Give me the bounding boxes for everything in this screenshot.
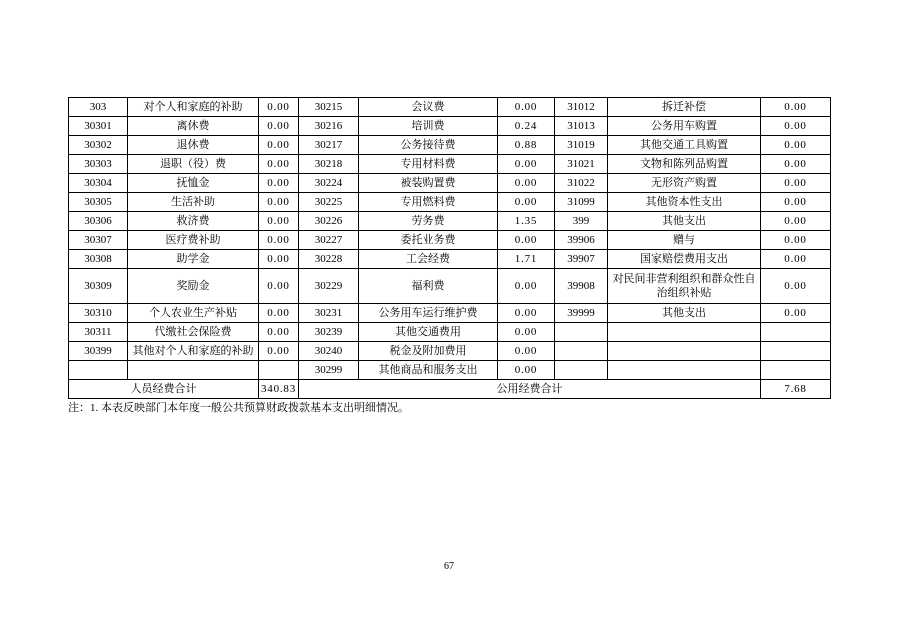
personnel-amount-cell: 0.00: [259, 269, 299, 304]
personnel-name-cell: 对个人和家庭的补助: [128, 98, 259, 117]
personnel-code-cell: 30311: [69, 323, 128, 342]
other-code-cell: 39906: [555, 231, 608, 250]
public-total-value: 7.68: [761, 380, 831, 399]
public-name-cell: 会议费: [359, 98, 498, 117]
other-name-cell: [608, 361, 761, 380]
public-name-cell: 其他商品和服务支出: [359, 361, 498, 380]
public-name-cell: 福利费: [359, 269, 498, 304]
personnel-amount-cell: 0.00: [259, 231, 299, 250]
other-code-cell: 31021: [555, 155, 608, 174]
public-code-cell: 30226: [299, 212, 359, 231]
table-row: [69, 342, 831, 361]
other-amount-cell: 0.00: [761, 98, 831, 117]
personnel-name-cell: 生活补助: [128, 193, 259, 212]
public-code-cell: 30227: [299, 231, 359, 250]
public-code-cell: 30231: [299, 304, 359, 323]
personnel-name-cell: [128, 361, 259, 380]
public-code-cell: 30217: [299, 136, 359, 155]
table-row: [69, 174, 831, 193]
other-amount-cell: 0.00: [761, 269, 831, 304]
personnel-amount-cell: 0.00: [259, 304, 299, 323]
personnel-name-cell: 离休费: [128, 117, 259, 136]
public-name-cell: 其他交通费用: [359, 323, 498, 342]
personnel-code-cell: 30301: [69, 117, 128, 136]
public-amount-cell: 0.00: [498, 155, 555, 174]
table-row: [69, 212, 831, 231]
table-row: [69, 155, 831, 174]
table-row: [69, 250, 831, 269]
other-code-cell: 31019: [555, 136, 608, 155]
public-amount-cell: 0.24: [498, 117, 555, 136]
personnel-amount-cell: [259, 361, 299, 380]
public-code-cell: 30225: [299, 193, 359, 212]
personnel-amount-cell: 0.00: [259, 174, 299, 193]
table-row: [69, 117, 831, 136]
public-amount-cell: 0.88: [498, 136, 555, 155]
other-name-cell: 拆迁补偿: [608, 98, 761, 117]
public-amount-cell: 0.00: [498, 231, 555, 250]
other-amount-cell: 0.00: [761, 136, 831, 155]
public-name-cell: 委托业务费: [359, 231, 498, 250]
public-name-cell: 专用材料费: [359, 155, 498, 174]
personnel-code-cell: 30308: [69, 250, 128, 269]
public-amount-cell: 0.00: [498, 174, 555, 193]
other-name-cell: 对民间非营利组织和群众性自治组织补贴: [608, 269, 761, 304]
other-code-cell: 39908: [555, 269, 608, 304]
other-code-cell: 31022: [555, 174, 608, 193]
public-code-cell: 30224: [299, 174, 359, 193]
public-name-cell: 税金及附加费用: [359, 342, 498, 361]
public-amount-cell: 1.71: [498, 250, 555, 269]
page-number: 67: [444, 561, 454, 572]
public-amount-cell: 0.00: [498, 269, 555, 304]
other-amount-cell: [761, 323, 831, 342]
other-name-cell: 其他支出: [608, 304, 761, 323]
public-amount-cell: 0.00: [498, 193, 555, 212]
personnel-code-cell: [69, 361, 128, 380]
personnel-code-cell: 30305: [69, 193, 128, 212]
other-name-cell: [608, 342, 761, 361]
table-row: [69, 323, 831, 342]
personnel-name-cell: 抚恤金: [128, 174, 259, 193]
public-name-cell: 被装购置费: [359, 174, 498, 193]
other-code-cell: [555, 323, 608, 342]
public-amount-cell: 0.00: [498, 342, 555, 361]
personnel-amount-cell: 0.00: [259, 342, 299, 361]
other-name-cell: 国家赔偿费用支出: [608, 250, 761, 269]
personnel-name-cell: 个人农业生产补贴: [128, 304, 259, 323]
other-code-cell: 31099: [555, 193, 608, 212]
public-code-cell: 30218: [299, 155, 359, 174]
personnel-amount-cell: 0.00: [259, 250, 299, 269]
other-code-cell: 39907: [555, 250, 608, 269]
table-row: [69, 304, 831, 323]
public-name-cell: 公务用车运行维护费: [359, 304, 498, 323]
personnel-amount-cell: 0.00: [259, 212, 299, 231]
public-amount-cell: 0.00: [498, 304, 555, 323]
personnel-code-cell: 30310: [69, 304, 128, 323]
other-amount-cell: 0.00: [761, 174, 831, 193]
other-name-cell: 其他交通工具购置: [608, 136, 761, 155]
table-row: [69, 193, 831, 212]
public-code-cell: 30216: [299, 117, 359, 136]
personnel-amount-cell: 0.00: [259, 136, 299, 155]
personnel-code-cell: 30399: [69, 342, 128, 361]
personnel-amount-cell: 0.00: [259, 155, 299, 174]
table-row: [69, 269, 831, 304]
other-name-cell: 其他支出: [608, 212, 761, 231]
other-name-cell: 赠与: [608, 231, 761, 250]
personnel-code-cell: 30302: [69, 136, 128, 155]
other-code-cell: [555, 342, 608, 361]
personnel-name-cell: 助学金: [128, 250, 259, 269]
personnel-name-cell: 其他对个人和家庭的补助: [128, 342, 259, 361]
public-code-cell: 30215: [299, 98, 359, 117]
other-amount-cell: [761, 342, 831, 361]
public-name-cell: 公务接待费: [359, 136, 498, 155]
personnel-name-cell: 退休费: [128, 136, 259, 155]
personnel-amount-cell: 0.00: [259, 193, 299, 212]
personnel-amount-cell: 0.00: [259, 117, 299, 136]
public-name-cell: 专用燃料费: [359, 193, 498, 212]
table-row: [69, 231, 831, 250]
personnel-amount-cell: 0.00: [259, 323, 299, 342]
public-code-cell: 30229: [299, 269, 359, 304]
public-total-label: 公用经费合计: [299, 380, 761, 399]
personnel-name-cell: 代缴社会保险费: [128, 323, 259, 342]
basic-expenditure-table: [68, 97, 831, 399]
personnel-code-cell: 30303: [69, 155, 128, 174]
public-name-cell: 劳务费: [359, 212, 498, 231]
other-code-cell: 399: [555, 212, 608, 231]
other-name-cell: [608, 323, 761, 342]
table-row: [69, 136, 831, 155]
table-footnote: 注：1. 本表反映部门本年度一般公共预算财政拨款基本支出明细情况。: [68, 402, 409, 414]
public-code-cell: 30240: [299, 342, 359, 361]
other-code-cell: 31013: [555, 117, 608, 136]
personnel-amount-cell: 0.00: [259, 98, 299, 117]
other-name-cell: 无形资产购置: [608, 174, 761, 193]
public-code-cell: 30239: [299, 323, 359, 342]
other-amount-cell: [761, 361, 831, 380]
personnel-total-label: 人员经费合计: [69, 380, 259, 399]
personnel-code-cell: 30306: [69, 212, 128, 231]
table-row: [69, 361, 831, 380]
other-amount-cell: 0.00: [761, 117, 831, 136]
other-amount-cell: 0.00: [761, 304, 831, 323]
public-name-cell: 培训费: [359, 117, 498, 136]
other-name-cell: 文物和陈列品购置: [608, 155, 761, 174]
public-code-cell: 30228: [299, 250, 359, 269]
other-amount-cell: 0.00: [761, 250, 831, 269]
personnel-total-value: 340.83: [259, 380, 299, 399]
personnel-code-cell: 303: [69, 98, 128, 117]
table-row: [69, 98, 831, 117]
personnel-name-cell: 退职（役）费: [128, 155, 259, 174]
personnel-code-cell: 30307: [69, 231, 128, 250]
other-amount-cell: 0.00: [761, 212, 831, 231]
personnel-name-cell: 医疗费补助: [128, 231, 259, 250]
public-code-cell: 30299: [299, 361, 359, 380]
public-amount-cell: 0.00: [498, 98, 555, 117]
other-code-cell: 39999: [555, 304, 608, 323]
other-amount-cell: 0.00: [761, 231, 831, 250]
personnel-name-cell: 救济费: [128, 212, 259, 231]
public-amount-cell: 1.35: [498, 212, 555, 231]
totals-row: [69, 380, 831, 399]
public-name-cell: 工会经费: [359, 250, 498, 269]
personnel-code-cell: 30309: [69, 269, 128, 304]
other-amount-cell: 0.00: [761, 155, 831, 174]
personnel-name-cell: 奖励金: [128, 269, 259, 304]
other-code-cell: [555, 361, 608, 380]
other-code-cell: 31012: [555, 98, 608, 117]
public-amount-cell: 0.00: [498, 361, 555, 380]
public-amount-cell: 0.00: [498, 323, 555, 342]
other-name-cell: 公务用车购置: [608, 117, 761, 136]
other-name-cell: 其他资本性支出: [608, 193, 761, 212]
personnel-code-cell: 30304: [69, 174, 128, 193]
other-amount-cell: 0.00: [761, 193, 831, 212]
